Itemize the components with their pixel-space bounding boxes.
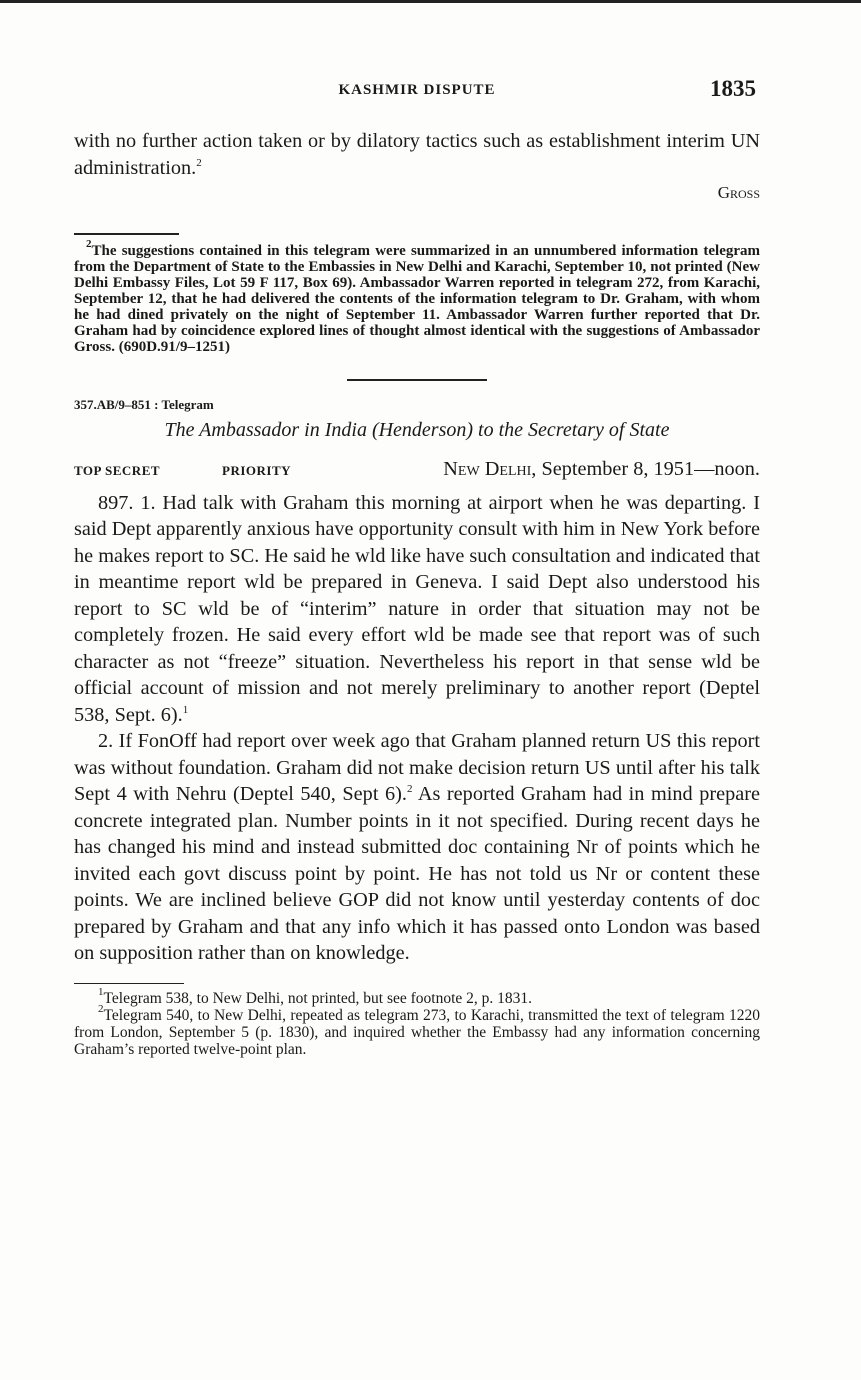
signature: Gross bbox=[717, 183, 760, 202]
top-border bbox=[0, 0, 861, 3]
footnote-ref: 2 bbox=[406, 783, 413, 795]
document-separator bbox=[347, 379, 487, 381]
footnote-marker: 1 bbox=[98, 986, 104, 998]
page-number: 1835 bbox=[710, 76, 756, 101]
footnote-ref: 1 bbox=[182, 703, 189, 716]
place-name: New Delhi bbox=[443, 457, 532, 480]
footnote-marker: 2 bbox=[86, 237, 92, 250]
footnote-rule bbox=[74, 983, 184, 985]
page bbox=[74, 76, 760, 1058]
document-id: 357.AB/9–851 : Telegram bbox=[74, 396, 214, 412]
date-text: , September 8, 1951—noon. bbox=[531, 457, 760, 480]
footnote-text: Telegram 540, to New Delhi, repeated as telegram 273, to Karachi, transmitted the text of telegram 1220 from London, September 5 (p. 1830), and inquired whether the Embassy had any information concerning Graham’s reported twelve-point plan. bbox=[74, 1007, 760, 1058]
footnote-text: The suggestions contained in this telegram were summarized in an unnumbered information telegram from the Department of State to the Embassies in New Delhi and Karachi, September 10, not printed (New Delhi Embassy Files, Lot 59 F 117, Box 69). Ambassador Warren reported in telegram 272, from Karachi, September 12, that he had delivered the contents of the information telegram to Dr. Graham, with whom he had dined privately on the night of September 11. Ambassador Warren further reported that Dr. Graham had by coincidence explored lines of thought almost identical with the suggestions of Ambassador Gross. (690D.91/9–1251) bbox=[74, 242, 760, 355]
paragraph-2-text-b: As reported Graham had in mind prepare concrete integrated plan. Number points in it not specified. During recent days he has changed his mind and instead submitted doc containing Nr of points which he invited each govt discuss point by point. He has not told us Nr or content these points. We are inclined believe GOP did not know until yesterday contents of doc prepared by Graham and that any info which it has passed onto London was based on supposition rather than on knowledge. bbox=[74, 783, 760, 964]
footnote-2 bbox=[74, 1003, 760, 1058]
footnote-text: Telegram 538, to New Delhi, not printed, but see footnote 2, p. 1831. bbox=[103, 990, 533, 1007]
paragraph-2 bbox=[74, 728, 760, 967]
paragraph-1 bbox=[74, 490, 760, 729]
dateline bbox=[74, 458, 760, 488]
priority-label: PRIORITY bbox=[222, 462, 292, 478]
footnote-rule bbox=[74, 233, 179, 235]
running-head bbox=[74, 76, 760, 106]
continuation-paragraph bbox=[74, 128, 760, 181]
telegram-body bbox=[74, 490, 760, 967]
document-title: The Ambassador in India (Henderson) to the Secretary of State bbox=[164, 418, 670, 441]
classification-label: TOP SECRET bbox=[74, 462, 161, 478]
continuation-text: with no further action taken or by dilatory tactics such as establishment interim UN administration. bbox=[74, 130, 760, 179]
paragraph-1-text: 897. 1. Had talk with Graham this morning at airport when he was departing. I said Dept apparently anxious have opportunity consult with him in New York before he makes report to SC. He said he wld like have such consultation and indicated that in meantime report wld be prepared in Geneva. I said Dept also understood his report to SC wld be of “interim” nature in order that situation may not be completely frozen. He said every effort wld be made see that report was of such character as not “freeze” situation. Nevertheless his report in that sense wld be official account of mission and not merely preliminary to another report (Deptel 538, Sept. 6). bbox=[74, 491, 761, 726]
footnote-top bbox=[74, 237, 760, 355]
footnote-1 bbox=[74, 986, 760, 1007]
footnotes-bottom bbox=[74, 986, 760, 1058]
place-date bbox=[443, 458, 760, 481]
paragraph-2-text-a: 2. If FonOff had report over week ago that Graham planned return US this report was without foundation. Graham did not make decision return US until after his talk Sept 4 with Nehru (Deptel 540, Sept 6). bbox=[74, 730, 760, 805]
footnote-marker: 2 bbox=[98, 1003, 104, 1015]
running-head-title: KASHMIR DISPUTE bbox=[338, 82, 496, 98]
footnote-ref: 2 bbox=[196, 156, 202, 169]
